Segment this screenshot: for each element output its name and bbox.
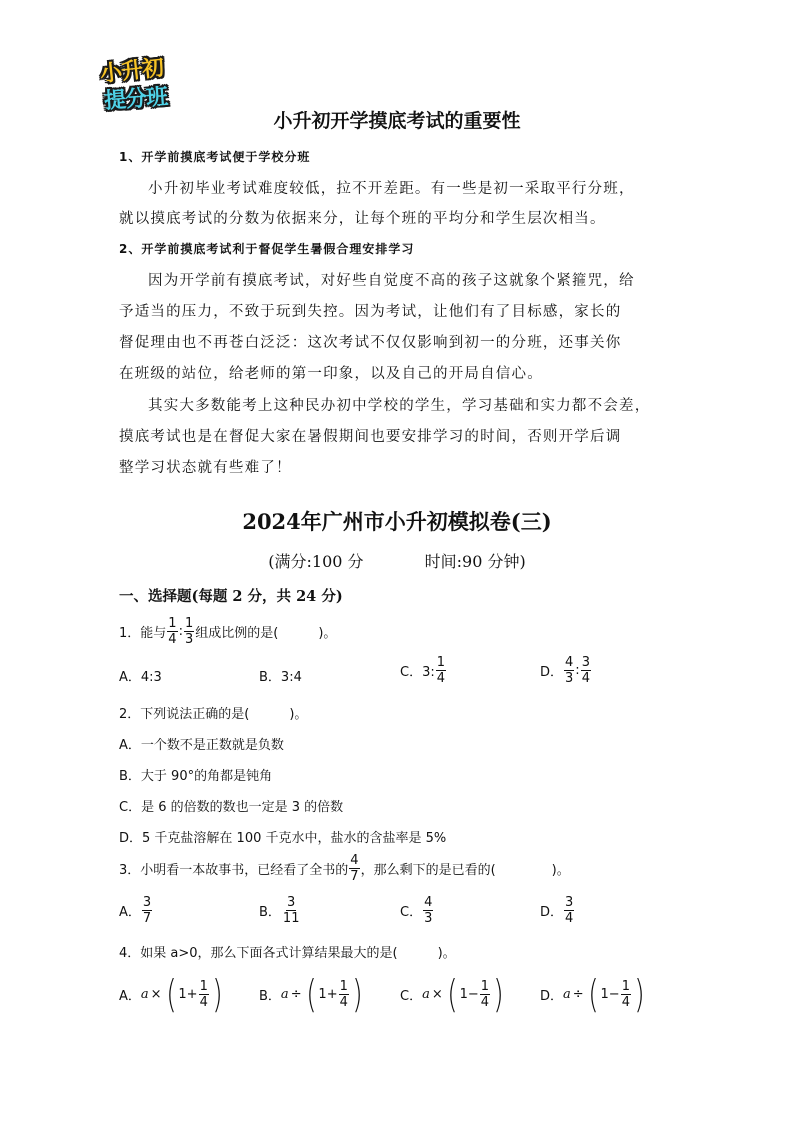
- denominator: 4: [565, 911, 574, 926]
- fraction: [142, 895, 152, 926]
- question-4: [119, 942, 456, 961]
- numerator: 1: [339, 978, 348, 994]
- denominator: 3: [184, 632, 194, 647]
- expression: 1−: [600, 986, 620, 1002]
- denominator: 4: [339, 994, 348, 1010]
- option-label: D．: [540, 905, 564, 920]
- section-heading-2: 2、开学前摸底考试利于督促学生暑假合理安排学习: [119, 242, 415, 256]
- fraction: [564, 895, 574, 926]
- fraction: [167, 616, 177, 647]
- paragraph-line: 整学习状态就有些难了！: [119, 460, 292, 476]
- section-heading-1: 1、开学前摸底考试便于学校分班: [119, 150, 311, 164]
- paragraph-line: 予适当的压力，不致于玩到失控。因为考试，让他们有了目标感，家长的: [119, 304, 622, 320]
- numerator: 1: [480, 978, 490, 994]
- q2-option-b: B．大于 90°的角都是钝角: [119, 769, 273, 784]
- option-label: B．: [259, 905, 281, 920]
- intro-title: 小升初开学摸底考试的重要性: [273, 110, 521, 132]
- q4-option-a: [119, 972, 225, 1016]
- paragraph-line: 其实大多数能考上这种民办初中学校的学生，学习基础和实力都不会差，: [148, 398, 651, 414]
- section-heading-choice: 一、选择题(每题 2 分，共 24 分): [119, 588, 343, 605]
- expression: 1+: [178, 986, 198, 1002]
- fraction: [282, 895, 301, 926]
- full-score: (满分:100 分: [268, 552, 364, 571]
- q3-suffix: ，那么剩下的是已看的(: [360, 863, 496, 878]
- paragraph-line: 小升初毕业考试难度较低，拉不开差距。有一些是初一采取平行分班，: [148, 181, 635, 197]
- colon: :: [178, 624, 183, 639]
- option-label: C．3:: [400, 665, 435, 680]
- q1-prefix: 1．能与: [119, 626, 167, 641]
- numerator: 1: [199, 978, 208, 994]
- denominator: 4: [480, 994, 490, 1010]
- q4-option-c: [400, 972, 506, 1016]
- question-3: [119, 853, 570, 884]
- numerator: 1: [436, 655, 446, 670]
- option-label: A．: [119, 905, 141, 920]
- right-paren: ): [212, 972, 223, 1016]
- right-paren: ): [352, 972, 363, 1016]
- operator: ÷: [572, 986, 584, 1002]
- q2-option-c: C．是 6 的倍数的数也一定是 3 的倍数: [119, 800, 344, 815]
- numerator: 1: [621, 978, 630, 994]
- logo-line-1: 小升初: [99, 55, 165, 88]
- operator: ×: [431, 986, 443, 1002]
- operator: ÷: [290, 986, 302, 1002]
- right-paren: ): [634, 972, 645, 1016]
- q2-option-d: D．5 千克盐溶解在 100 千克水中，盐水的含盐率是 5%: [119, 831, 447, 846]
- left-paren: (: [305, 972, 317, 1016]
- expression: 1+: [318, 986, 338, 1002]
- fraction: [480, 979, 490, 1010]
- left-paren: (: [446, 972, 458, 1016]
- q1-option-d: [540, 655, 592, 686]
- variable-a: a: [280, 986, 289, 1002]
- denominator: 3: [565, 671, 574, 686]
- q1-option-a: A．4:3: [119, 670, 162, 685]
- fraction: [184, 616, 194, 647]
- numerator: 4: [565, 655, 574, 670]
- denominator: 4: [199, 994, 208, 1010]
- numerator: 1: [168, 616, 177, 631]
- paragraph-line: 就以摸底考试的分数为依据来分，让每个班的平均分和学生层次相当。: [119, 211, 606, 227]
- q4-option-d: [540, 972, 647, 1016]
- denominator: 4: [621, 994, 630, 1010]
- exam-title: 2024年广州市小升初模拟卷(三): [242, 509, 552, 534]
- numerator: 4: [350, 853, 359, 868]
- denominator: 4: [436, 671, 446, 686]
- q3-close: )。: [551, 863, 570, 878]
- right-paren: ): [493, 972, 504, 1016]
- operator: ×: [150, 986, 162, 1002]
- denominator: 11: [282, 911, 300, 926]
- option-label: C．: [400, 988, 423, 1004]
- question-2: [119, 703, 307, 722]
- numerator: 3: [581, 655, 590, 670]
- option-label: A．: [119, 988, 141, 1004]
- variable-a: a: [422, 986, 430, 1002]
- logo-line-2: 提分班: [103, 84, 168, 115]
- paragraph-line: 因为开学前有摸底考试，对好些自觉度不高的孩子这就象个紧箍咒，给: [148, 273, 635, 289]
- q3-option-b: [259, 895, 301, 926]
- numerator: 3: [287, 895, 296, 910]
- left-paren: (: [165, 972, 177, 1016]
- q2-option-a: A．一个数不是正数就是负数: [119, 738, 284, 753]
- fraction: [199, 979, 209, 1010]
- denominator: 7: [350, 869, 359, 884]
- denominator: 7: [142, 911, 152, 926]
- fraction: [564, 655, 574, 686]
- option-label: B．: [259, 988, 281, 1004]
- q2-stem: 2．下列说法正确的是(: [119, 707, 250, 722]
- q3-prefix: 3．小明看一本故事书，已经看了全书的: [119, 863, 349, 878]
- q4-option-b: [259, 972, 365, 1016]
- left-paren: (: [587, 972, 599, 1016]
- numerator: 1: [184, 616, 194, 631]
- fraction: [349, 853, 359, 884]
- paragraph-line: 摸底考试也是在督促大家在暑假期间也要安排学习的时间，否则开学后调: [119, 429, 622, 445]
- numerator: 3: [142, 895, 152, 910]
- question-1: [119, 616, 336, 647]
- option-label: D．: [540, 988, 564, 1004]
- q1-suffix: 组成比例的是(: [195, 626, 279, 641]
- q4-stem: 4．如果 a>0，那么下面各式计算结果最大的是(: [119, 946, 398, 961]
- fraction: [581, 655, 591, 686]
- denominator: 3: [424, 911, 433, 926]
- variable-a: a: [563, 986, 571, 1002]
- paragraph-line: 在班级的站位，给老师的第一印象，以及自己的开局自信心。: [119, 366, 543, 382]
- q1-close: )。: [318, 626, 337, 641]
- q3-option-d: [540, 895, 575, 926]
- q1-option-b: B．3:4: [259, 670, 302, 685]
- q2-close: )。: [289, 707, 308, 722]
- fraction: [339, 979, 349, 1010]
- colon: :: [575, 663, 580, 678]
- option-label: C．: [400, 905, 423, 920]
- variable-a: a: [140, 986, 149, 1002]
- denominator: 4: [168, 632, 177, 647]
- paragraph-line: 督促理由也不再苍白泛泛：这次考试不仅仅影响到初一的分班，还事关你: [119, 335, 622, 351]
- option-label: D．: [540, 665, 564, 680]
- q3-option-a: [119, 895, 153, 926]
- numerator: 3: [565, 895, 574, 910]
- q3-option-c: [400, 895, 434, 926]
- fraction: [436, 655, 446, 686]
- q4-close: )。: [437, 946, 456, 961]
- time-limit: 时间:90 分钟): [424, 552, 526, 571]
- fraction: [423, 895, 433, 926]
- fraction: [621, 979, 631, 1010]
- exam-subtitle: [0, 549, 794, 572]
- numerator: 4: [424, 895, 433, 910]
- q1-option-c: [400, 655, 447, 686]
- expression: 1−: [459, 986, 479, 1002]
- denominator: 4: [581, 671, 590, 686]
